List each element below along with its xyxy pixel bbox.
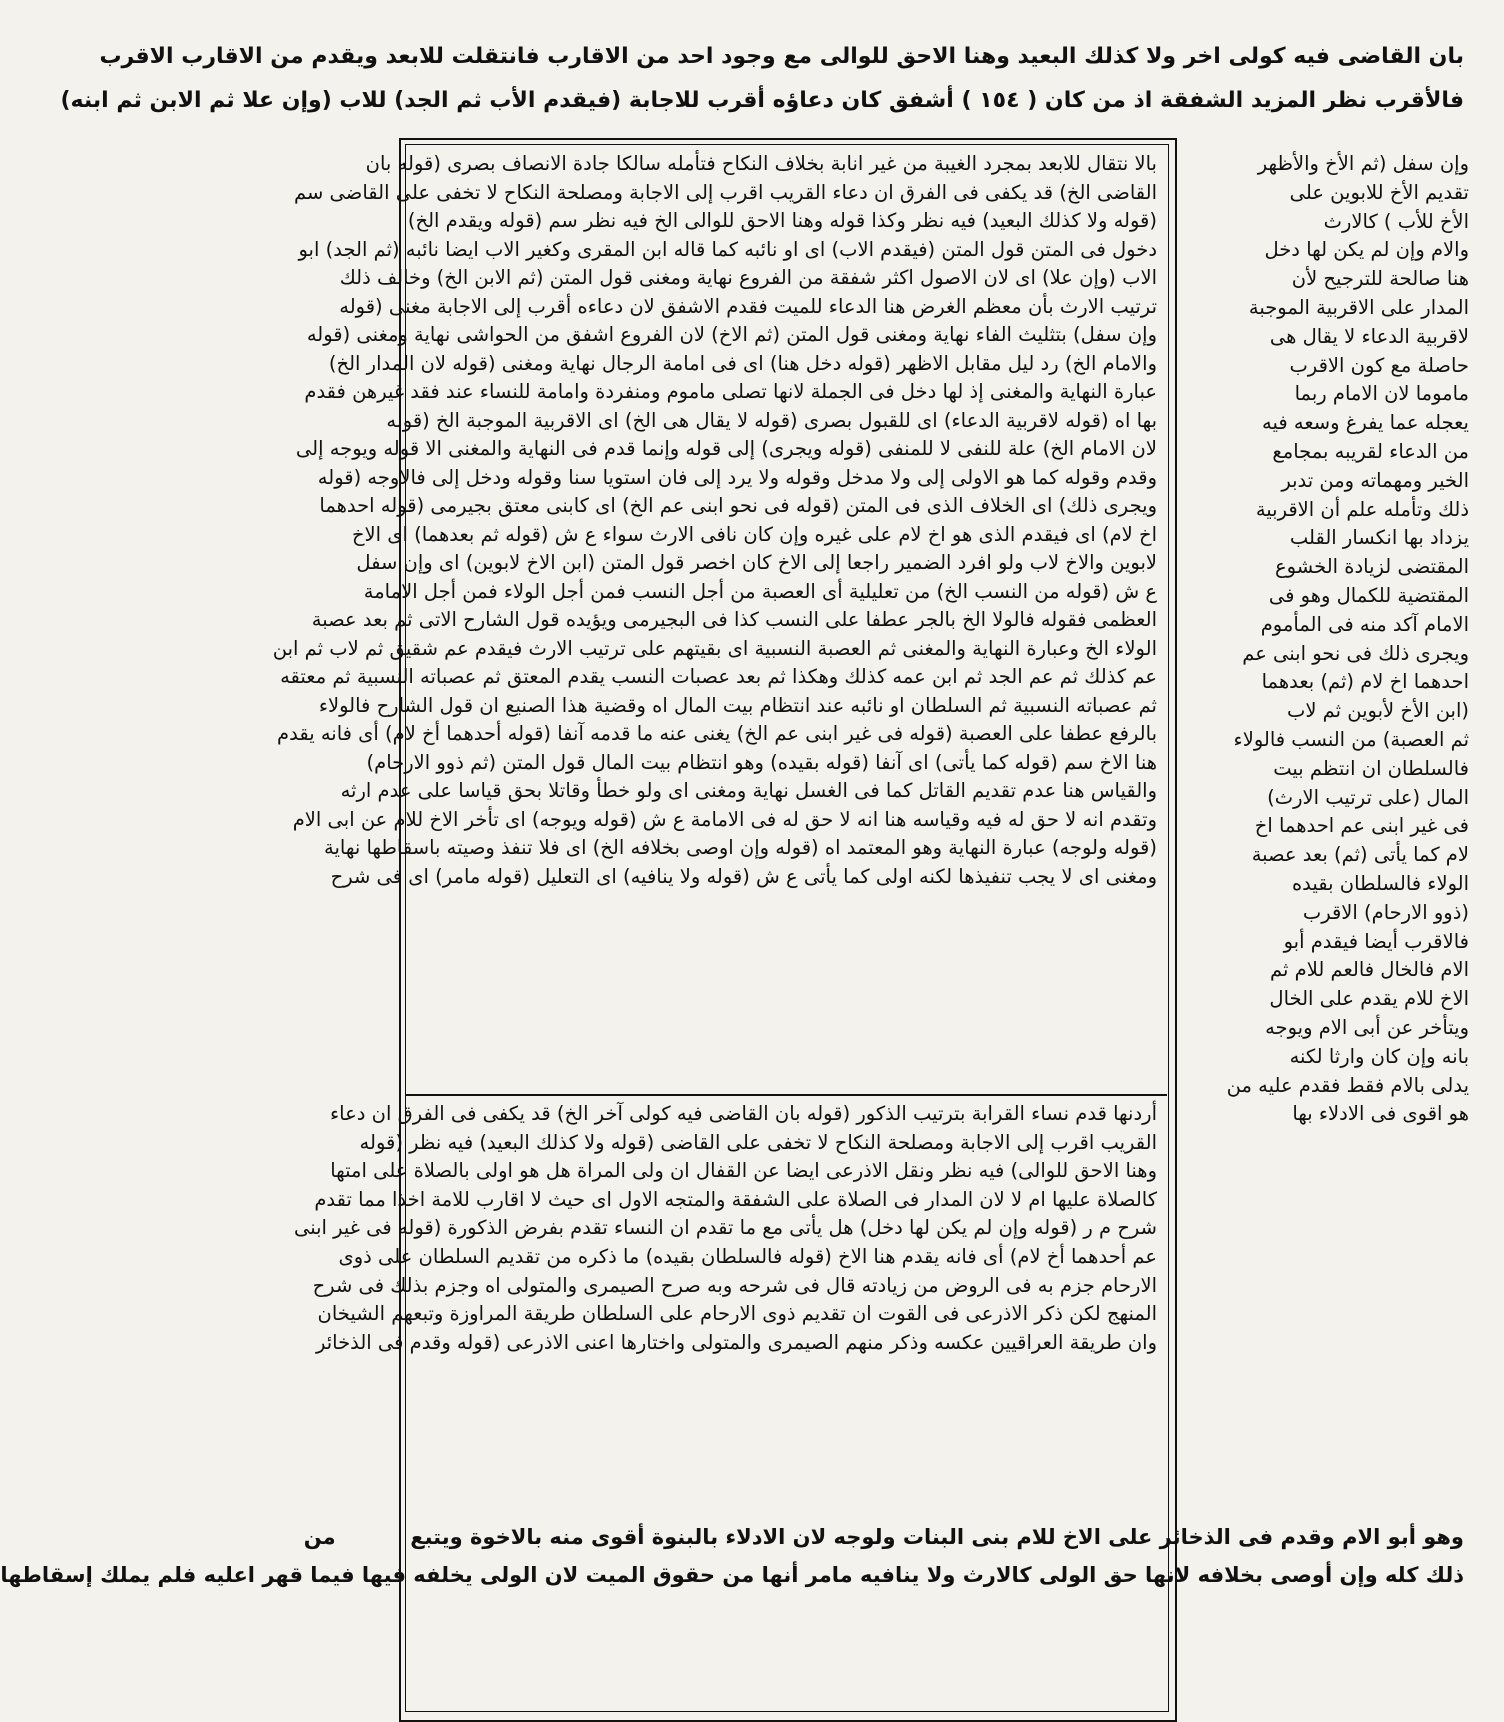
side-line: حاصلة مع كون الاقرب [1289,353,1469,377]
lower-line: وهنا الاحق للوالى) فيه نظر ونقل الاذرعى ايضا عن القفال ان ولى المراة هل هو اولى بالصلاة على امتها [330,1159,1157,1183]
side-line: لام كما يأتى (ثم) بعد عصبة [1251,843,1469,867]
header-line-1: بان القاضى فيه كولى اخر ولا كذلك البعيد وهنا الاحق للوالى مع وجود احد من الاقارب فانتقلت للابعد ويقدم من الاقارب الاقرب [99,44,1464,69]
main-line: هنا الاخ سم (قوله كما يأتى) اى آنفا (قوله بقيده) وهو انتظام بيت المال قول المتن (ثم ذوو الارحام) [366,750,1157,774]
lower-line: شرح م ر (قوله وإن لم يكن لها دخل) هل يأتى مع ما تقدم ان النساء تقدم بفرض الذكورة (قوله فى غير ابنى [293,1216,1157,1240]
main-line: وتقدم انه لا حق له فيه وقياسه هنا انه لا حق له فى الامامة ع ش (قوله ويوجه) اى تأخر الاخ للام عن ابى الام [292,807,1157,831]
main-line: دخول فى المتن قول المتن (فيقدم الاب) اى او نائبه كما قاله ابن المقرى وكغير الاب ايضا نائبه (ثم الجد) ابو [298,237,1157,261]
side-line: الخير ومهماته ومن تدبر [1281,468,1469,492]
lower-line: أردنها قدم نساء القرابة بترتيب الذكور (قوله بان القاضى فيه كولى آخر الخ) قد يكفى فى الفرق ان دعاء [330,1102,1157,1125]
footer-line-1-end: من [303,1525,336,1549]
side-line: والام وإن لم يكن لها دخل [1264,238,1469,262]
lower-line: المنهج لكن ذكر الاذرعى فى القوت ان تقديم ذوى الارحام على السلطان طريقة المراوزة وتبعهم الشيخان [317,1302,1157,1326]
main-line: ترتيب الارث بأن معظم الغرض هنا الدعاء للميت فقدم الاشفق لان دعاءه أقرب إلى الاجابة مغنى (قوله [339,294,1157,318]
lower-line: عم أحدهما أخ لام) أى فانه يقدم هنا الاخ (قوله فالسلطان بقيده) ما ذكره من تقديم السلطان على ذوى [338,1244,1157,1268]
side-line: احدهما اخ لام (ثم) بعدهما [1261,670,1469,694]
side-line: ثم العصبة) من النسب فالولاء [1233,727,1469,751]
main-line: لابوين والاخ لاب ولو افرد الضمير راجعا إلى الاخ كان اخصر قول المتن (ابن الاخ لابوين) اى وإن سفل [356,551,1157,574]
main-line: بالرفع عطفا على العصبة (قوله فى غير ابنى عم الخ) يغنى عنه ما قدمه آنفا (قوله أحدهما أخ لام) أى فانه يقدم [277,722,1157,745]
main-line: وإن سفل) بتثليث الفاء نهاية ومغنى قول المتن (ثم الاخ) لان الفروع اشفق من الحواشى نهاية ومغنى (قوله [306,323,1157,346]
main-line: والقياس هنا عدم تقديم القاتل كما فى الغسل نهاية ومغنى اى ولو خطأ وقاتلا بحق قياسا على عدم ارثه [340,779,1157,802]
side-line: يدلى بالام فقط فقدم عليه من [1226,1073,1469,1097]
side-line: (ابن الأخ لأبوين ثم لاب [1287,699,1469,723]
side-line: ذلك وتأمله علم أن الاقربية [1255,497,1469,521]
main-line: القاضى الخ) قد يكفى فى الفرق ان دعاء القريب اقرب إلى الاجابة ومصلحة النكاح لا تخفى على القاضى سم [294,180,1157,204]
main-line: وقدم وقوله كما هو الاولى إلى ولا مدخل وقوله ولا يرد إلى فان استويا سنا وقوله ودخل إلى فالاوجه (قوله [317,465,1157,489]
side-line: يزداد بها انكسار القلب [1289,526,1469,550]
side-line: هنا صالحة للترجيح لأن [1291,267,1469,291]
main-line: عبارة النهاية والمغنى إذ لها دخل فى الجملة لانها تصلى ماموم ومنفردة وامامة للنساء عند فقد غيرهن فقدم [304,380,1157,403]
main-commentary [272,150,1157,891]
main-line: ويجرى ذلك) اى الخلاف الذى فى المتن (قوله فى نحو ابنى عم الخ) اى كابنى معتق بجيرمى (قوله احدهما [319,494,1157,517]
header-line-2 [60,88,1464,114]
side-line: الولاء فالسلطان بقيده [1291,871,1469,895]
side-line: المال (على ترتيب الارث) [1267,785,1469,809]
main-line: عم كذلك ثم عم الجد ثم ابن عمه كذلك وهكذا ثم بعد عصبات النسب يقدم المعتق ثم عصباته النسبية ثم معتقه [280,665,1157,688]
main-line: الاب (وإن علا) اى لان الاصول اكثر شفقة من الفروع نهاية ومغنى قول المتن (ثم الابن الخ) وخالف ذلك [339,266,1157,289]
side-line: وإن سفل (ثم الأخ والأظهر [1257,152,1469,175]
side-line: فالسلطان ان انتظم بيت [1273,756,1469,780]
side-line: لاقربية الدعاء لا يقال هى [1269,324,1469,348]
commentary-divider [405,1094,1167,1096]
lower-line: الارحام جزم به فى الروض من زيادته قال فى شرحه وبه صرح الصيمرى والمتولى اه وجزم بذلك فى شرح [312,1273,1157,1297]
side-line: (ذوو الارحام) الاقرب [1302,900,1469,924]
footer-line-1-start: وهو أبو الام وقدم فى الذخائر على الاخ للام بنى البنات ولوجه لان الادلاء بالبنوة أقوى منه بالاخوة ويتبع [410,1525,1464,1549]
page-number: ( ١٥٤ ) [961,88,1038,113]
side-line: ويتأخر عن أبى الام ويوجه [1265,1015,1469,1039]
side-line: المدار على الاقربية الموجبة [1248,295,1469,319]
side-line: المقتضية للكمال وهو فى [1268,583,1469,607]
side-text [1183,150,1469,1129]
side-line: ويجرى ذلك فى نحو ابنى عم [1242,641,1469,665]
main-line: اخ لام) اى فيقدم الذى هو اخ لام على غيره وإن كان نافى الارث سواء ع ش (قوله ثم بعدهما) اى الاخ [351,522,1157,546]
side-line: من الدعاء لقريبه بمجامع [1272,439,1469,463]
side-line: فى غير ابنى عم احدهما اخ [1254,814,1469,838]
main-line: الولاء الخ وعبارة النهاية والمغنى ثم العصبة النسبية اى بقيتهم على ترتيب الارث فيقدم عم شقيق ثم لاب ثم ابن [272,636,1157,660]
main-line: ع ش (قوله من النسب الخ) من تعليلية أى العصبة من أجل النسب فمن أجل الولاء فمن أجل الامامة [363,579,1157,603]
main-line: لان الامام الخ) علة للنفى لا للمنفى (قوله ويجرى) إلى قوله وإنما قدم فى النهاية والمغنى الا قوله ويوجه إلى [295,437,1157,460]
lower-line: كالصلاة عليها ام لا لان المدار فى الصلاة على الشفقة والمتجه الاول اى حيث لا اقارب للامة اخذا مما تقدم [314,1187,1157,1211]
lower-commentary [293,1100,1157,1357]
main-line: (قوله ولوجه) عبارة النهاية وهو المعتمد اه (قوله وإن اوصى بخلافه الخ) اى فلا تنفذ وصيته باسقاطها نهاية [324,836,1157,859]
header-line-2-end: أشفق كان دعاؤه أقرب للاجابة (فيقدم الأب ثم الجد) للاب (وإن علا ثم الابن ثم ابنه) [60,88,954,113]
header-line-2-start: فالأقرب نظر المزيد الشفقة اذ من كان [1044,88,1464,113]
main-line: ومغنى اى لا يجب تنفيذها لكنه اولى كما يأتى ع ش (قوله ولا ينافيه) اى التعليل (قوله مامر) اى فى شرح [330,864,1157,888]
side-line: الأخ للأب ) كالارث [1323,209,1469,233]
main-line: بها اه (قوله لاقربية الدعاء) اى للقبول بصرى (قوله لا يقال هى الخ) اى الاقربية الموجبة الخ (قوله [386,408,1157,432]
footer-line-1 [303,1524,1464,1550]
main-line: والامام الخ) رد ليل مقابل الاظهر (قوله دخل هنا) اى فى امامة الرجال نهاية ومغنى (قوله لان المدار الخ) [328,351,1157,375]
lower-line: وان طريقة العراقيين عكسه وذكر منهم الصيمرى والمتولى واختارها اعنى الاذرعى (قوله وقدم فى الذخائر [315,1330,1157,1354]
side-line: فالاقرب أيضا فيقدم أبو [1283,929,1469,953]
main-line: بالا نتقال للابعد بمجرد الغيبة من غير انابة بخلاف النكاح فتأمله سالكا جادة الانصاف بصرى (قوله بان [365,152,1157,175]
side-line: المقتضى لزيادة الخشوع [1275,555,1469,579]
footer-line-2: ذلك كله وإن أوصى بخلافه لانها حق الولى كالارث ولا ينافيه مامر أنها من حقوق الميت لان الولى يخلفه فيها فيما قهر اعليه فلم يملك إسقاطها [0,1563,1464,1587]
column-divider [1175,138,1177,1720]
side-line: يعجله عما يفرغ وسعه فيه [1262,411,1469,435]
side-line: هو اقوى فى الادلاء بها [1292,1102,1469,1126]
side-line: الاخ للام يقدم على الخال [1269,987,1469,1011]
side-line: ماموما لان الامام ربما [1294,382,1469,406]
main-line: ثم عصباته النسبية ثم السلطان او نائبه عند انتظام بيت المال اه وقضية هذا الصنيع ان قول الشارح فالولاء [318,693,1157,717]
lower-line: القريب اقرب إلى الاجابة ومصلحة النكاح لا تخفى على القاضى (قوله ولا كذلك البعيد) فيه نظر (قوله [359,1130,1157,1154]
side-line: الام فالخال فالعم للام ثم [1270,958,1469,982]
side-line: الامام آكد منه فى المأموم [1260,612,1469,636]
main-line: العظمى فقوله فالولا الخ بالجر عطفا على النسب كذا فى البجيرمى ويؤيده قول الشارح الاتى ثم بعد عصبة [311,608,1157,631]
side-line: تقديم الأخ للابوين على [1289,180,1469,204]
side-line: بانه وإن كان وارثا لكنه [1289,1044,1469,1068]
main-line: (قوله ولا كذلك البعيد) فيه نظر وكذا قوله وهنا الاحق للوالى الخ فيه نظر سم (قوله ويقدم الخ) [407,209,1157,232]
